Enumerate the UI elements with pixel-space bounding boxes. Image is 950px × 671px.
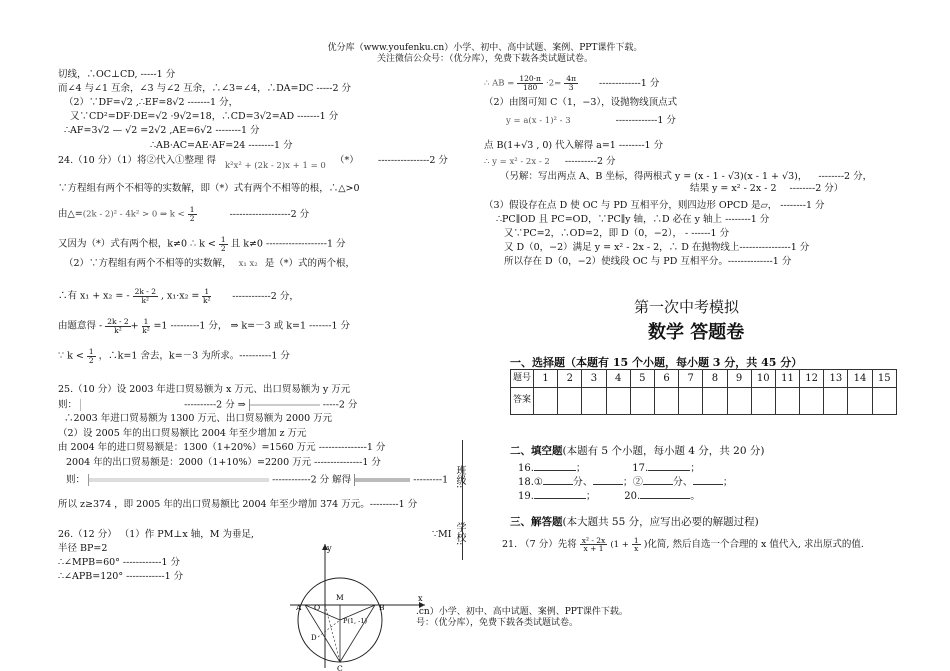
segment-bc [340,605,375,662]
number-cell: 7 [679,370,703,388]
number-cell: 11 [775,370,799,388]
answer-cell[interactable] [582,388,606,415]
blank-20[interactable] [640,498,690,499]
number-cell: 1 [534,370,558,388]
number-cell: 12 [800,370,824,388]
fraction: $\frac{1}{\text{k²}}$ [203,287,211,305]
fraction: $\frac{2k - 2}{\text{k²}}$ [134,287,156,305]
text-line: 则： ------------2 分 解得 ---------1 [66,474,449,486]
header-line-2: 关注微信公众号：（优分库），免费下载各类试题试卷。 [376,54,593,64]
blank-18c[interactable] [643,484,673,485]
segment-pd [318,620,340,637]
q24-heading: 24.（10 分）（1）将②代入①整理 得 [58,155,217,166]
number-cell: 15 [872,370,896,388]
answer-cell[interactable] [872,388,896,415]
fill-row-2: 18.① 分、 ；② 分、 ； [518,477,733,488]
section-solve-heading: 三、解答题(本大题共 55 分，应写出必要的解题过程) [510,516,759,528]
answer-cell[interactable] [824,388,848,415]
point-d-label: D [311,634,317,642]
q24-eq-number: （*） [335,155,359,166]
section-choice-heading: 一、选择题（本题有 15 个小题，每小题 3 分，共 45 分） [510,356,803,369]
text-line: ∴ AB = $\frac{120\cdot\pi}{180}$ ·2= $\frac{4\pi}{3}$ -------------1 分 [484,74,660,92]
text-line: 2004 年的出口贸易额是：2000（1+10%）=2200 万元 ---------------1 分 [66,457,381,468]
text-line: 所以 z≥374 ，即 2005 年的出口贸易额比 2004 年至少增加 374 万元。---------1 分 [58,499,418,510]
answer-cell[interactable] [848,388,872,415]
sheet-title: 第一次中考模拟 [634,298,740,316]
text-line: 又 D（0，−2）满足 y = x² - 2x - 2，∴ D 在抛物线上----------------1 分 [504,242,810,253]
text-line: 而∠4 与∠1 互余，∠3 与∠2 互余，∴∠3=∠4，∴DA=DC -----2 分 [58,83,352,94]
fraction: $\frac{1}{2}$ [189,205,195,223]
answer-cell[interactable] [727,388,751,415]
y-label: y [327,544,332,553]
number-cell: 9 [727,370,751,388]
text-line: 又因为（*）式有两个根，k≠0 ∴ k < $\frac{1}{2}$ 且 k≠0 -------------------1 分 [58,235,346,253]
fraction: $\frac{1}{2}$ [220,235,226,253]
section-fill-heading: 二、填空题(本题有 5 个小题，每小题 4 分，共 20 分) [510,445,765,457]
text-line: ∵ k < $\frac{1}{2}$ ，∴k=1 舍去，k=－3 为所求。----------1 分 [58,347,290,365]
blank-18b[interactable] [593,484,623,485]
text-line: ∵方程组有两个不相等的实数解，即（*）式有两个不相等的根，∴△>0 [58,183,360,194]
blank-18a[interactable] [543,484,573,485]
point-c-label: C [337,664,343,671]
fraction: $\frac{\text{x² - 2x}}{x + 1}$ [581,535,606,553]
answer-cell[interactable] [800,388,824,415]
text-line: ∴∠APB=120° ------------1 分 [58,571,184,582]
number-cell: 10 [751,370,775,388]
text-line: 结果 y = x² - 2x - 2 --------2 分） [690,183,844,194]
table-row [511,370,897,388]
text-line: 切线，∴OC⊥CD, -----1 分 [58,69,176,80]
x-label: x [418,594,423,603]
point-p-label: P(1, -1) [343,617,368,625]
text-line: （2）∵DF=√2 ,∴EF=8√2 -------1 分， [64,97,239,108]
answer-cell[interactable] [534,388,558,415]
fraction: $\frac{4\pi}{3}$ [566,74,576,92]
header-cell: 答案 [511,388,534,415]
text-line: 点 B(1+√3 , 0) 代入解得 a=1 --------1 分 [484,140,664,151]
school-label: 学校: [454,522,465,546]
text-line: ∴AB·AC=AE·AF=24 --------1 分 [150,140,293,151]
text-line: ∴PC∥OD 且 PC=OD，∵PC∥y 轴，∴D 必在 y 轴上 --------1 分 [496,214,770,225]
fill-row-3: 19. ； 20. 。 [518,491,701,502]
text-line: 由题意得 - $\frac{2k - 2}{\text{k²}}$ + $\frac{1}{\text{k²}}$ =1 ---------1 分， ⇒ k=－3 或 k=1 -------1 分 [58,317,351,335]
header-line-1: 优分库（www.youfenku.cn）小学、初中、高中试题、案例、PPT课件下载。 [327,43,643,53]
number-cell: 5 [630,370,654,388]
point-m-label: M [336,593,344,602]
blank-19[interactable] [534,498,586,499]
blank-16[interactable] [534,470,576,471]
answer-cell[interactable] [558,388,582,415]
blank-17[interactable] [648,470,690,471]
answer-table [510,369,897,415]
answer-cell[interactable] [679,388,703,415]
number-cell: 8 [703,370,727,388]
text-line: 由△=(2k - 2)² - 4k² > 0 ⇒ k < $\frac{1}{2}$ -------------------2 分 [58,205,310,223]
number-cell: 2 [558,370,582,388]
text-line: ∴2003 年进口贸易额为 1300 万元、出口贸易额为 2000 万元 [64,413,333,424]
answer-cell[interactable] [630,388,654,415]
text-line: ∴∠MPB=60° ------------1 分 [58,557,181,568]
question-21: 21. （7 分）先将 $\frac{\text{x² - 2x}}{x + 1}$ (1 + $\frac{1}{x}$ )化简, 然后自选一个合理的 x 值代入, 求出原式的值. [502,535,864,553]
text-line: （3）假设存在点 D 使 OC 与 PD 互相平分，则四边形 OPCD 是▱， --------1 分 [484,200,825,211]
text-line: （2）由图可知 C（1，−3），设抛物线顶点式 [484,97,678,108]
text-line: 由 2004 年的进口贸易额是：1300（1+20%）=1560 万元 ---------------1 分 [58,442,386,453]
point-a-label: A [296,603,302,612]
text-line: （2）设 2005 年的出口贸易额比 2004 年至少增加 z 万元 [58,428,307,439]
segment-ap [305,605,340,620]
fraction: $\frac{1}{2}$ [88,347,94,365]
text-line: ∴AF=3√2 — √2 =2√2 ,AE=6√2 --------1 分 [64,125,260,136]
text-line: 又∵CD²=DF·DE=√2 ·9√2=18，∴CD=3√2=AD -------1 分 [70,111,339,122]
text-line: 所以存在 D（0，−2）使线段 OC 与 PD 互相平分。--------------1 分 [504,256,792,267]
point-o-label: O [314,603,321,612]
text-line: 又∵PC=2，∴OD=2，即 D（0，−2）， - ------1 分 [504,228,730,239]
fraction: $\frac{1}{\text{k²}}$ [142,317,150,335]
segment-oc [325,605,340,662]
q24-equation: k²x² + (2k - 2)x + 1 = 0 [225,161,326,171]
answer-cell[interactable] [775,388,799,415]
text-line: （2）∵方程组有两个不相等的实数解， x₁ x₂ 是（*）式的两个根， [64,258,355,269]
q26-heading: 26.（12 分） （1）作 PM⊥x 轴，M 为垂足, [58,529,254,540]
text-line: y = a(x - 1)² - 3 -------------1 分 [506,115,676,126]
fraction: $\frac{1}{x}$ [633,535,639,553]
text-line: （另解：写出两点 A、B 坐标，得两根式 y = (x - 1 - √3)(x - 1 + √3)， --------2 分， [500,171,873,182]
answer-cell[interactable] [654,388,678,415]
text-line: 则： ----------2 分 ⇒ -----2 分 [58,399,358,411]
table-row [511,388,897,415]
number-cell: 13 [824,370,848,388]
footer-line-1: .cn）小学、初中、高中试题、案例、PPT课件下载。 [416,607,628,617]
text-line: ∴ y = x² - 2x - 2 ----------2 分 [484,156,616,167]
fraction: $\frac{120\cdot\pi}{180}$ [519,74,541,92]
text-line: ∵MI [432,529,452,540]
sheet-subtitle: 数学 答题卷 [648,322,745,343]
circle-figure [285,540,430,671]
number-cell: 4 [606,370,630,388]
footer-line-2: 号：（优分库），免费下载各类试题试卷。 [416,618,579,628]
number-cell: 3 [582,370,606,388]
point-b-label: B [379,603,385,612]
answer-cell[interactable] [606,388,630,415]
fill-row-1: 16. ； 17. ； [518,463,701,474]
text-line: ∴有 x₁ + x₂ = - $\frac{2k - 2}{\text{k²}}$ , x₁·x₂ = $\frac{1}{\text{k²}}$ ------------2 分， [58,287,299,305]
q24-score: ----------------2 分 [378,155,448,166]
number-cell: 6 [654,370,678,388]
blank-18d[interactable] [693,484,723,485]
q25-heading: 25.（10 分）设 2003 年进口贸易额为 x 万元、出口贸易额为 y 万元 [58,384,351,395]
number-cell: 14 [848,370,872,388]
text-line: 半径 BP=2 [58,543,108,554]
fraction: $\frac{2k - 2}{\text{k²}}$ [107,317,129,335]
class-label: 班级: [454,465,465,489]
answer-cell[interactable] [703,388,727,415]
answer-cell[interactable] [751,388,775,415]
header-cell: 题号 [511,370,534,388]
